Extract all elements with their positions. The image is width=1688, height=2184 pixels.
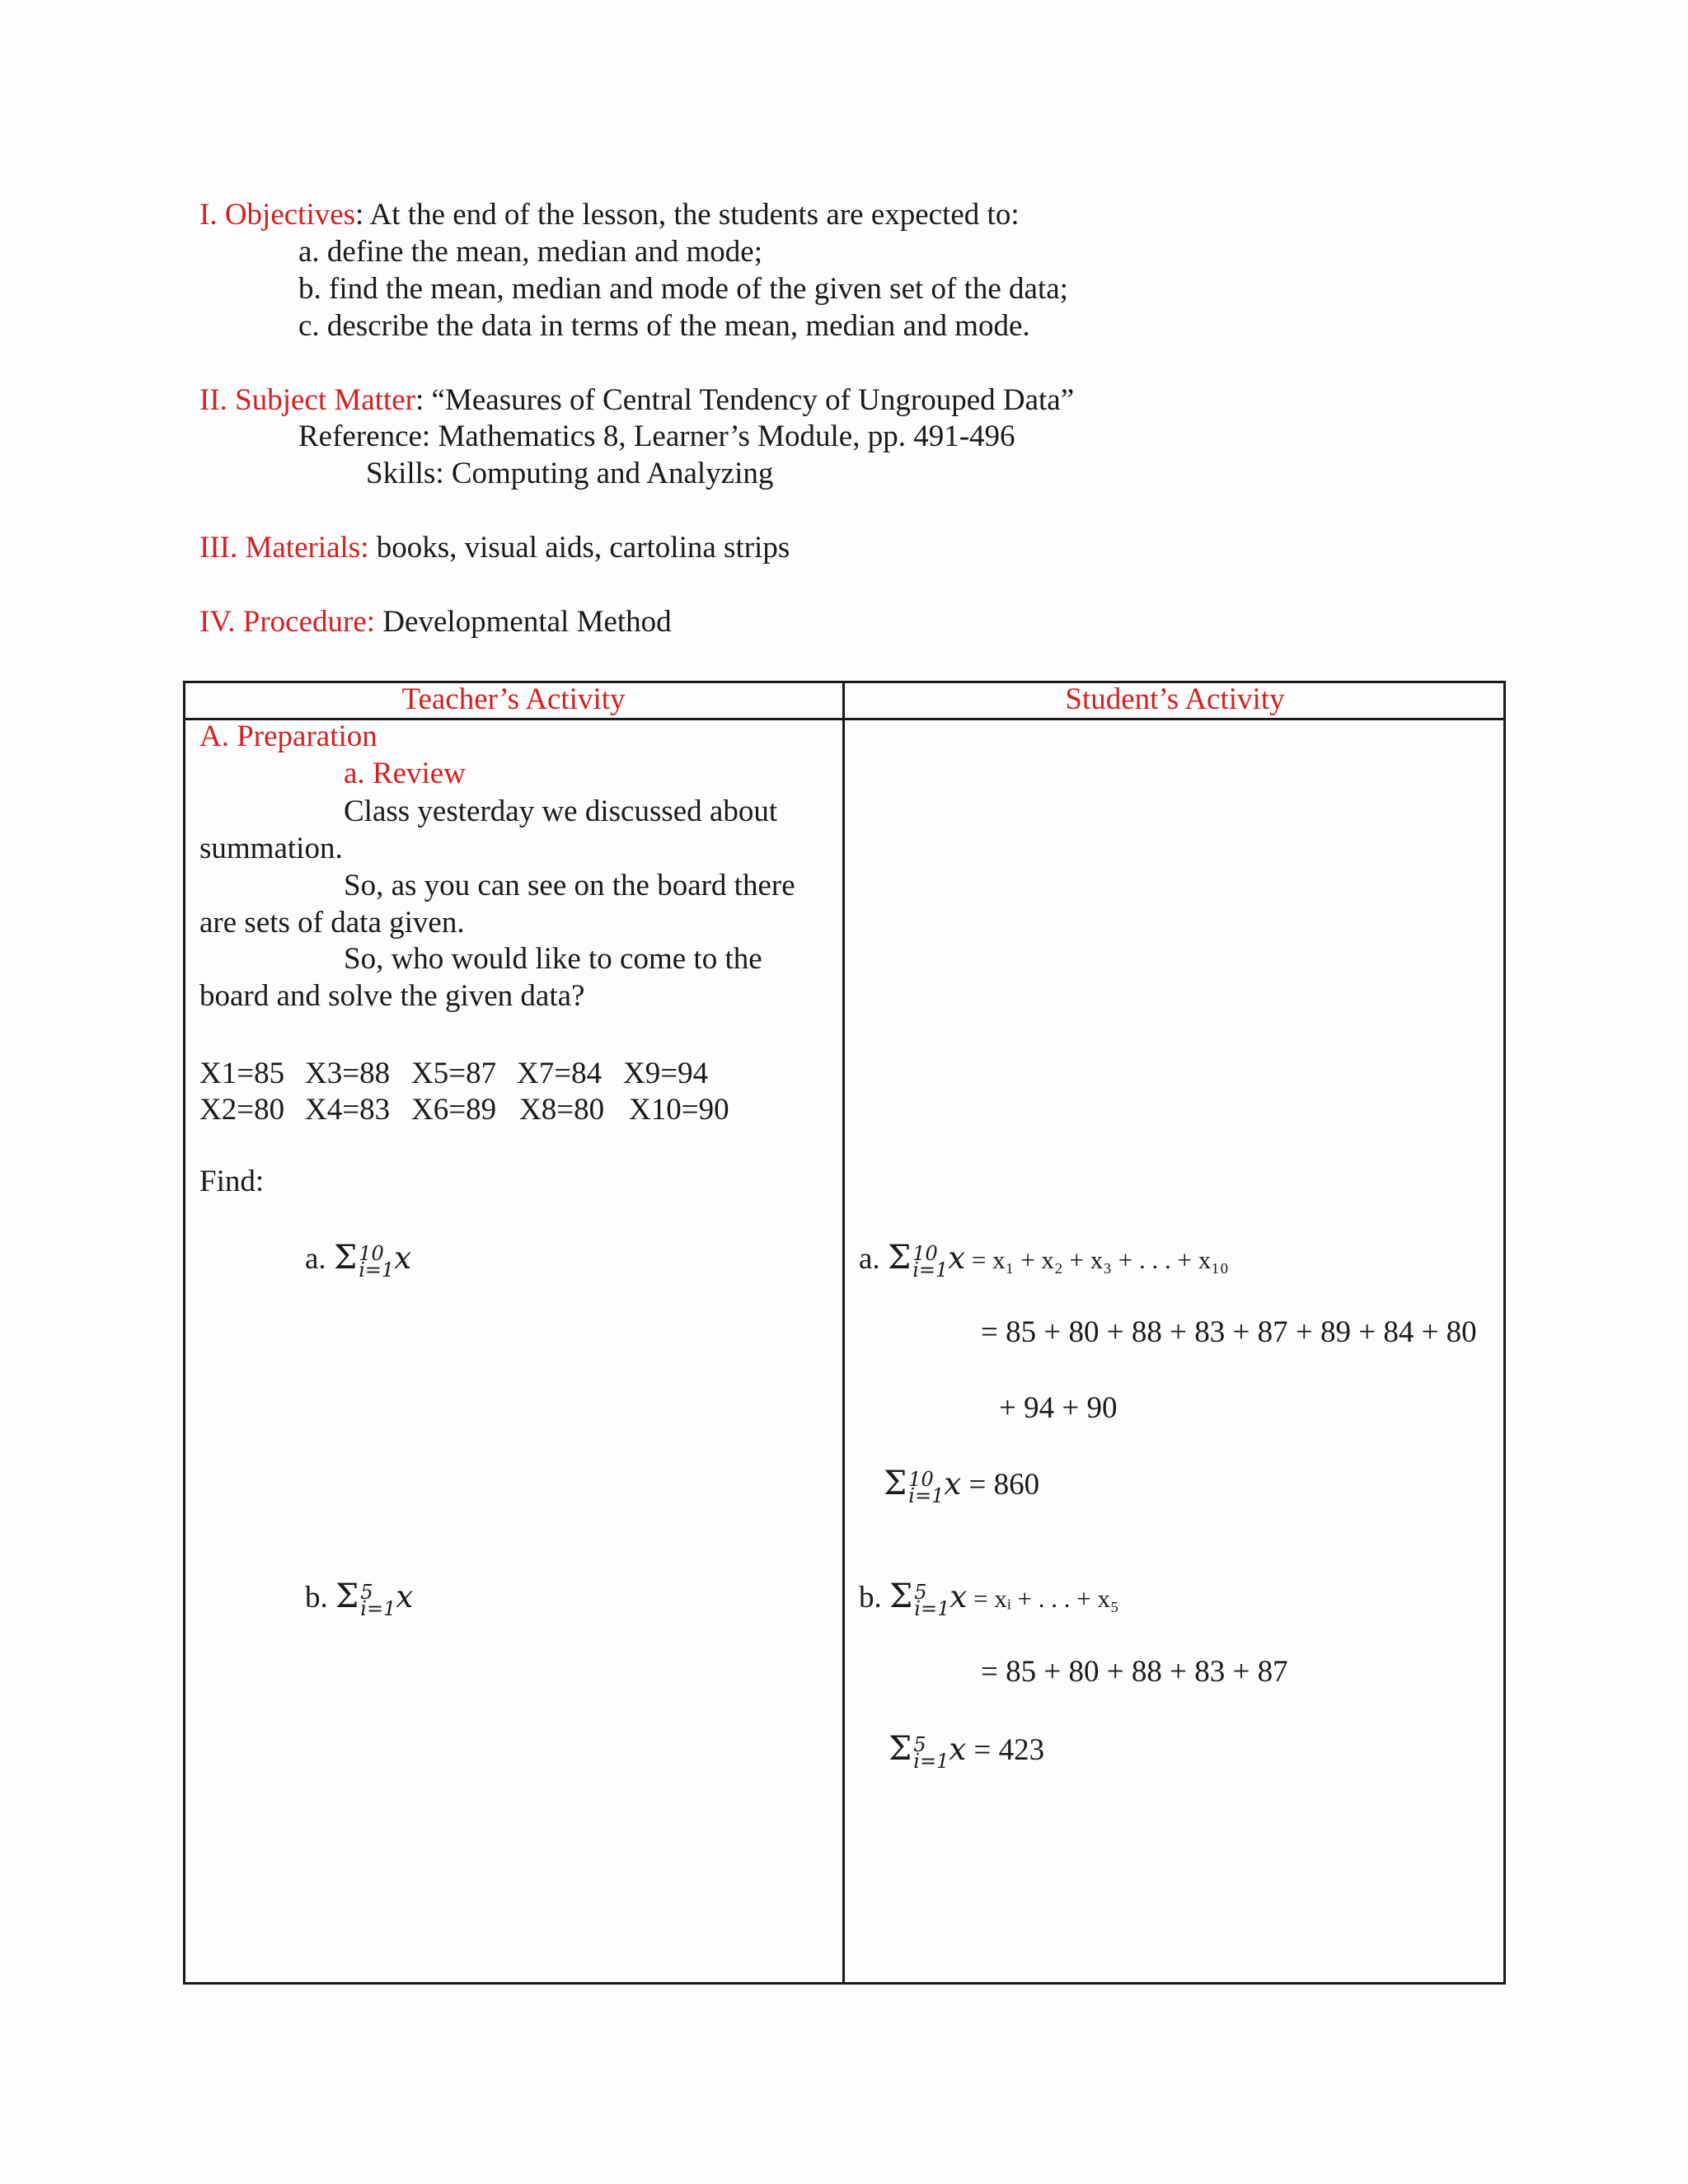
skills-line: Skills: Computing and Analyzing [366,457,774,490]
data-value: X3=88 [305,1057,391,1090]
procedure-label: IV. Procedure: [199,605,376,639]
data-value: X4=83 [305,1093,391,1127]
data-value: X2=80 [199,1093,285,1127]
data-value: X1=85 [199,1057,285,1090]
data-value: X9=94 [623,1057,709,1090]
procedure-text: Developmental Method [375,605,672,639]
data-value: X5=87 [411,1057,497,1090]
materials-line [199,530,790,566]
data-value: X7=84 [517,1057,603,1090]
question-a: a. Σ 10 i=1 x [305,1239,412,1282]
review-heading: a. Review [344,757,466,790]
subject-matter-line [199,382,1074,419]
answer-b-line2: = 85 + 80 + 88 + 83 + 87 [981,1655,1288,1689]
preparation-heading: A. Preparation [199,719,377,753]
reference-line: Reference: Mathematics 8, Learner’s Module, pp. 491-496 [298,419,1015,453]
objectives-intro: : At the end of the lesson, the students are expected to: [355,198,1020,232]
answer-a-line3: + 94 + 90 [999,1391,1118,1425]
answer-b-result: Σ 5 i=1 x = 423 [889,1730,1045,1773]
header-student-activity: Student’s Activity [1065,682,1285,716]
table-column-divider [842,681,845,1985]
data-value: X6=89 [411,1093,497,1127]
objective-item: a. define the mean, median and mode; [298,235,763,269]
answer-b-line1: b. Σ 5 i=1 x = xᵢ + . . . + x₅ [859,1577,1119,1620]
objective-item: c. describe the data in terms of the mean, median and mode. [298,309,1030,343]
review-paragraph-2: So, as you can see on the board there are sets of data given. [199,869,795,940]
answer-a-line1: a. Σ 10 i=1 x = x₁ + x₂ + x₃ + . . . + x₁₀ [859,1239,1229,1282]
answer-a-result: Σ 10 i=1 x = 860 [884,1465,1040,1507]
objectives-label: I. Objectives [199,198,356,232]
question-b: b. Σ 5 i=1 x [305,1577,414,1620]
procedure-line [199,604,672,640]
answer-a-line2: = 85 + 80 + 88 + 83 + 87 + 89 + 84 + 80 [981,1315,1477,1349]
materials-label: III. Materials: [199,531,369,565]
subject-matter-text: : “Measures of Central Tendency of Ungrouped Data” [415,383,1075,417]
objective-item: b. find the mean, median and mode of the given set of the data; [298,272,1068,306]
data-value: X10=90 [629,1093,729,1127]
materials-text: books, visual aids, cartolina strips [368,531,790,565]
header-teacher-activity: Teacher’s Activity [401,682,626,716]
review-paragraph-1: Class yesterday we discussed about summation. [199,794,778,865]
review-paragraph-3: So, who would like to come to the board and solve the given data? [199,942,762,1013]
find-label: Find: [199,1165,265,1198]
objectives-line [199,197,1020,233]
data-value: X8=80 [519,1093,605,1127]
subject-matter-label: II. Subject Matter [199,383,415,417]
